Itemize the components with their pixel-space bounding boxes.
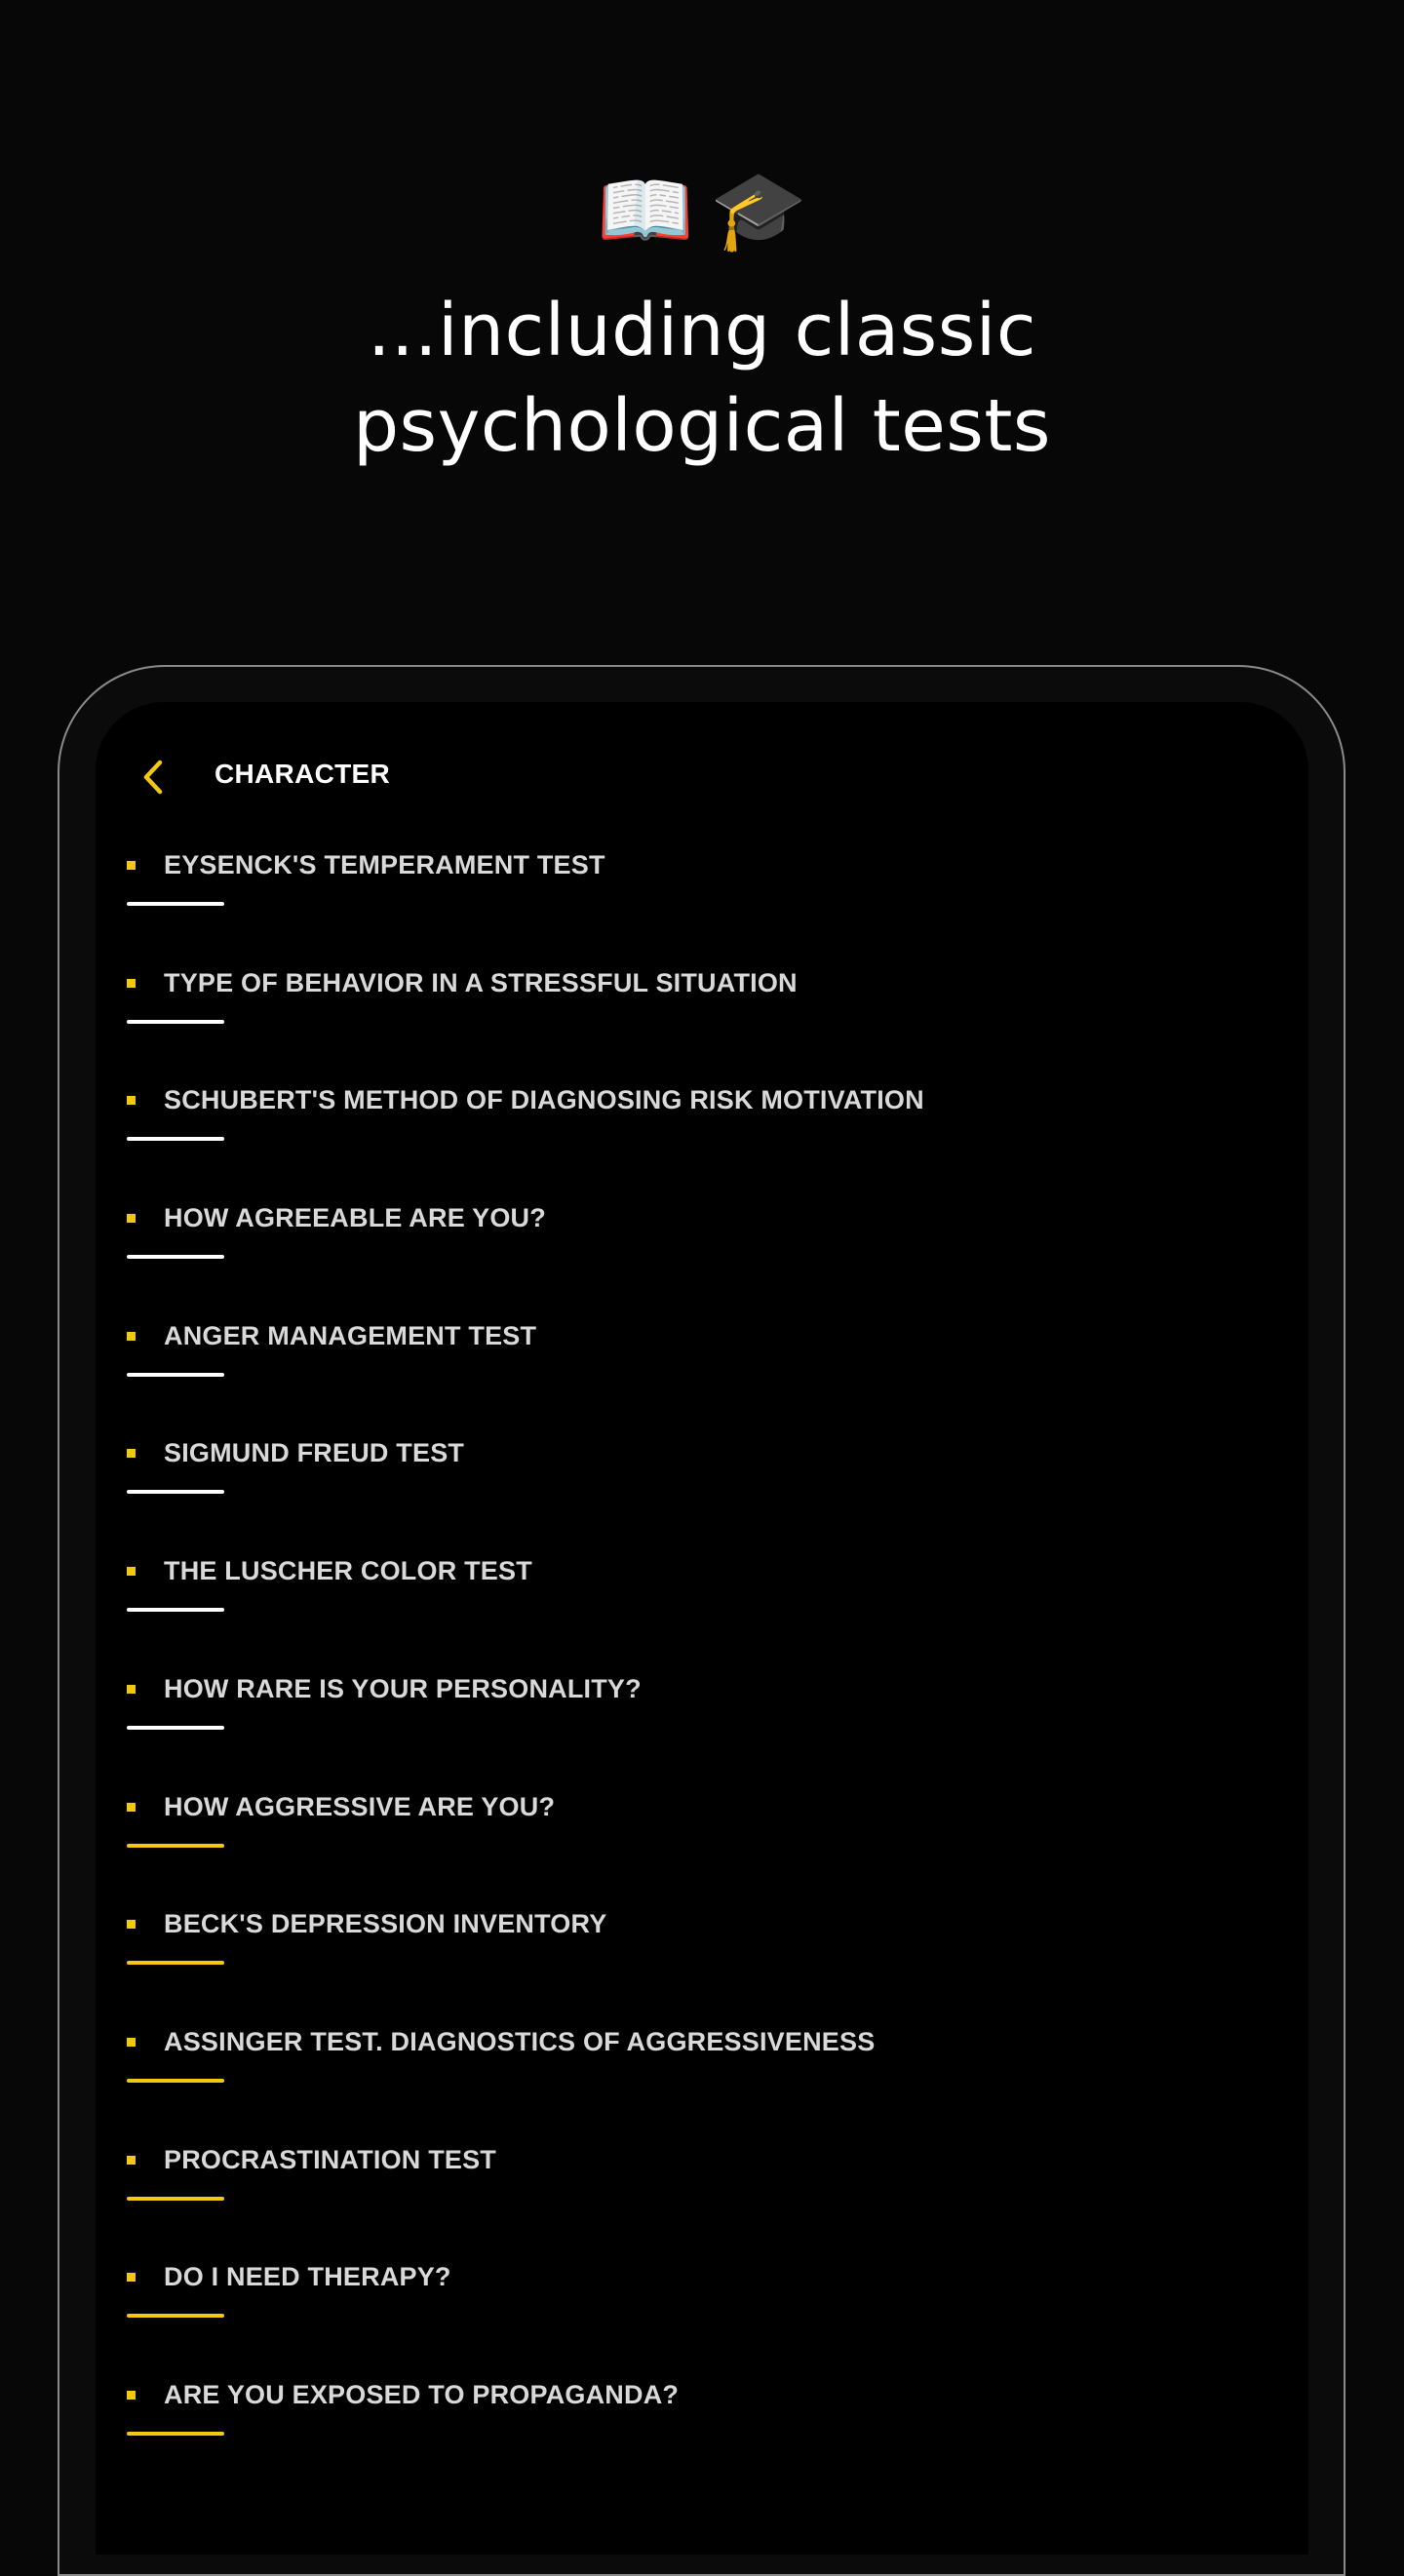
graduation-cap-icon: 🎓 [710,165,807,255]
app-screen [96,702,1308,2555]
item-underline [127,2079,224,2083]
headline-line-1: ...including classic [367,289,1037,372]
bullet-marker [127,1685,136,1694]
item-underline [127,902,224,906]
item-underline [127,2197,224,2201]
list-item[interactable] [96,1902,1308,2020]
open-book-icon: 📖 [597,165,694,255]
item-underline [127,1844,224,1848]
item-underline [127,1020,224,1024]
item-underline [127,1490,224,1494]
test-label: ASSINGER TEST. DIAGNOSTICS OF AGGRESSIVENESS [164,2026,876,2056]
test-label: HOW AGREEABLE ARE YOU? [164,1203,546,1233]
test-label: ARE YOU EXPOSED TO PROPAGANDA? [164,2379,680,2409]
list-item[interactable] [96,2020,1308,2138]
list-item[interactable] [96,2373,1308,2491]
test-label: THE LUSCHER COLOR TEST [164,1556,532,1586]
bullet-marker [127,2156,136,2165]
list-item[interactable] [96,1196,1308,1314]
test-label: SIGMUND FREUD TEST [164,1438,465,1468]
bullet-marker [127,1214,136,1223]
page-title: CHARACTER [214,759,391,789]
test-label: HOW AGGRESSIVE ARE YOU? [164,1791,556,1821]
test-list [96,843,1308,2491]
test-label: ANGER MANAGEMENT TEST [164,1320,537,1350]
list-item[interactable] [96,1314,1308,1432]
bullet-marker [127,979,136,988]
test-label: BECK'S DEPRESSION INVENTORY [164,1909,607,1939]
list-item[interactable] [96,1549,1308,1667]
chevron-left-icon[interactable] [136,755,172,800]
bullet-marker [127,861,136,870]
item-underline [127,1726,224,1730]
item-underline [127,1373,224,1377]
item-underline [127,2314,224,2318]
list-item[interactable] [96,1667,1308,1785]
bullet-marker [127,1449,136,1458]
list-item[interactable] [96,1785,1308,1903]
item-underline [127,2432,224,2436]
test-label: PROCRASTINATION TEST [164,2144,496,2174]
bullet-marker [127,1332,136,1341]
headline-line-2: psychological tests [353,384,1051,468]
test-label: EYSENCK'S TEMPERAMENT TEST [164,850,605,879]
item-underline [127,1255,224,1259]
item-underline [127,1961,224,1965]
bullet-marker [127,2391,136,2400]
bullet-marker [127,1567,136,1576]
test-label: TYPE OF BEHAVIOR IN A STRESSFUL SITUATION [164,967,798,997]
list-item[interactable] [96,2255,1308,2373]
bullet-marker [127,1096,136,1105]
list-item[interactable] [96,961,1308,1079]
bullet-marker [127,1803,136,1812]
test-label: DO I NEED THERAPY? [164,2262,451,2292]
app-header [96,749,1308,807]
item-underline [127,1137,224,1141]
bullet-marker [127,1920,136,1929]
list-item[interactable] [96,1078,1308,1196]
list-item[interactable] [96,2138,1308,2256]
bullet-marker [127,2273,136,2282]
test-label: SCHUBERT'S METHOD OF DIAGNOSING RISK MOTIVATION [164,1085,924,1115]
list-item[interactable] [96,843,1308,961]
emoji-row [0,164,1404,257]
list-item[interactable] [96,1431,1308,1549]
promo-headline [0,283,1404,474]
item-underline [127,1608,224,1612]
test-label: HOW RARE IS YOUR PERSONALITY? [164,1673,642,1703]
bullet-marker [127,2038,136,2047]
